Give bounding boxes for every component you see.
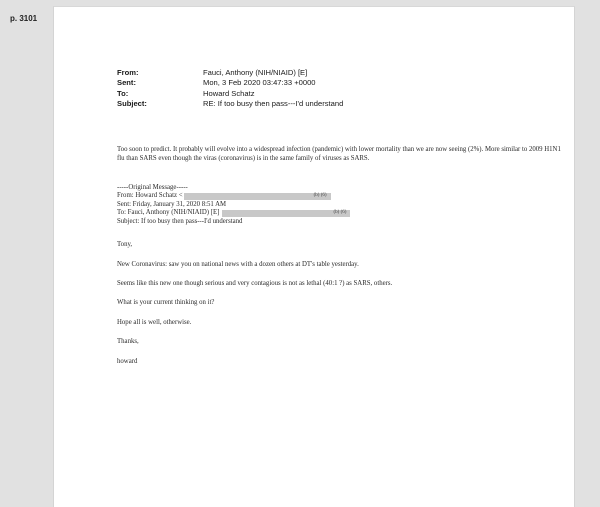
original-to-row (117, 209, 350, 217)
original-subject: Subject: If too busy then pass---I'd understand (117, 217, 243, 225)
original-sent: Sent: Friday, January 31, 2020 8:51 AM (117, 200, 227, 208)
redaction-code: (b) (6) (313, 193, 327, 199)
closing: Thanks, (117, 338, 139, 345)
original-from: From: Howard Schatz < (117, 192, 183, 200)
original-from-row (117, 192, 350, 200)
header-subject-row (117, 99, 343, 109)
body-line: What is your current thinking on it? (117, 299, 215, 306)
redaction-box (222, 210, 350, 218)
sent-label: Sent: (117, 78, 136, 88)
header-to-row (117, 89, 343, 99)
to-value: Howard Schatz (203, 88, 255, 98)
to-label: To: (117, 88, 129, 98)
header-from-row (117, 68, 343, 78)
document-page (53, 6, 575, 507)
reply-body: Too soon to predict. It probably will evolve into a widespread infection (pandemic) with lower mortality than we are now seeing (2%). More similar to 2009 H1N1 flu than SARS even though the viras (coronavirus) is in the same family of viruses as SARS. (117, 146, 561, 162)
email-header (117, 68, 343, 109)
greeting: Tony, (117, 241, 133, 248)
subject-label: Subject: (117, 98, 147, 108)
signature: howard (117, 358, 138, 365)
original-message-separator: -----Original Message----- (117, 184, 188, 191)
subject-value: RE: If too busy then pass---I'd understand (203, 98, 344, 108)
original-to: To: Fauci, Anthony (NIH/NIAID) [E] (117, 209, 220, 217)
body-line: Hope all is well, otherwise. (117, 319, 192, 326)
header-sent-row (117, 78, 343, 88)
redaction-box (184, 193, 331, 201)
sent-value: Mon, 3 Feb 2020 03:47:33 +0000 (203, 78, 316, 88)
redaction-code: (b) (6) (333, 210, 347, 216)
body-line: New Coronavirus: saw you on national news with a dozen others at DT's table yesterday. (117, 261, 359, 268)
from-label: From: (117, 68, 139, 77)
original-message-header (117, 184, 350, 226)
from-value: Fauci, Anthony (NIH/NIAID) [E] (203, 68, 308, 77)
body-line: Seems like this new one though serious and very contagious is not as lethal (40:1 ?) as SARS, others. (117, 280, 393, 287)
page-number-label: p. 3101 (10, 14, 38, 23)
